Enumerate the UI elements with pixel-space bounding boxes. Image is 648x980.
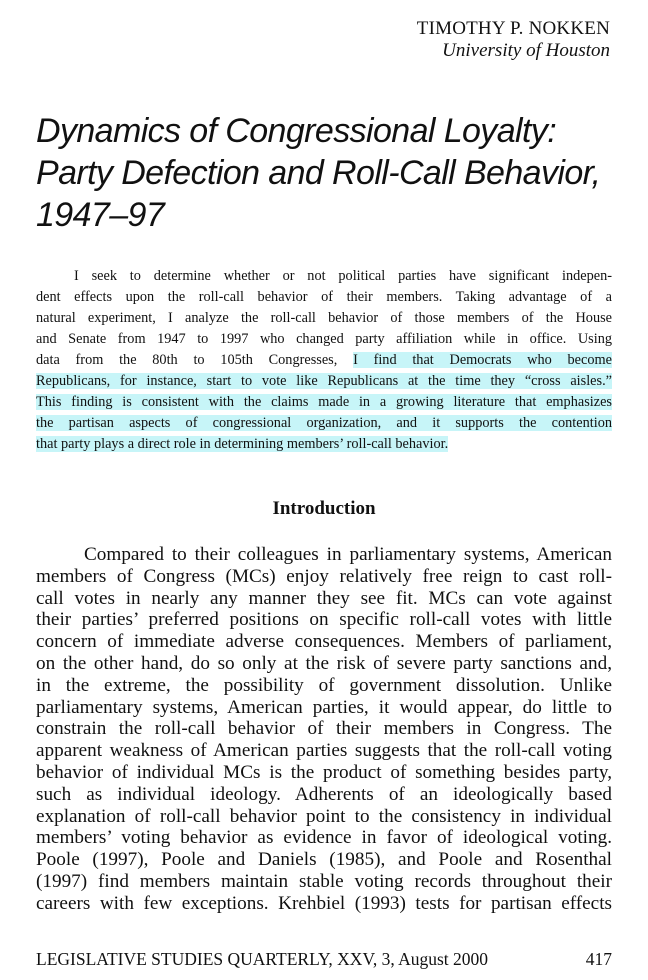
- journal-citation: LEGISLATIVE STUDIES QUARTERLY, XXV, 3, August 2000: [36, 949, 489, 969]
- body-paragraph: [36, 544, 612, 915]
- body-line: concern of immediate adverse consequences. Members of parliament,: [36, 631, 612, 653]
- body-line: Poole (1997), Poole and Daniels (1985), and Poole and Rosenthal: [36, 849, 612, 871]
- abstract-line: [36, 434, 612, 455]
- body-line: apparent weakness of American parties suggests that the roll-call voting: [36, 740, 612, 762]
- abstract-line: dent effects upon the roll-call behavior of their members. Taking advantage of a: [36, 289, 612, 305]
- page-number: 417: [585, 949, 612, 969]
- body-line: in the extreme, the possibility of government dissolution. Unlike: [36, 674, 612, 696]
- highlighted-text: Republicans, for instance, start to vote like Republicans at the time they “cross aisles.”: [36, 373, 612, 389]
- abstract: [36, 266, 612, 455]
- title-line: 1947–97: [36, 196, 165, 234]
- body-line: constrain the roll-call behavior of their members in Congress. The: [36, 718, 612, 740]
- abstract-line: [36, 371, 612, 392]
- body-line: careers with few exceptions. Krehbiel (1993) tests for partisan effects: [36, 892, 612, 914]
- highlighted-text: I find that Democrats who become: [353, 352, 612, 368]
- body-line: behavior of individual MCs is the product of something besides party,: [36, 761, 612, 783]
- body-line: members’ voting behavior as evidence in favor of ideological voting.: [36, 827, 612, 849]
- body-line: Compared to their colleagues in parliamentary systems, American: [84, 544, 612, 565]
- article-title: [36, 110, 626, 236]
- abstract-line: natural experiment, I analyze the roll-call behavior of those members of the House: [36, 310, 612, 326]
- body-line: (1997) find members maintain stable voting records throughout their: [36, 870, 612, 892]
- author-block: [417, 18, 610, 62]
- author-name: TIMOTHY P. NOKKEN: [416, 18, 610, 39]
- body-line: call votes in nearly any manner they see fit. MCs can vote against: [36, 587, 612, 609]
- body-line: members of Congress (MCs) enjoy relatively free reign to cast roll-: [36, 565, 612, 587]
- body-line: their parties’ preferred positions on specific roll-call votes with little: [36, 609, 612, 631]
- highlighted-text: that party plays a direct role in determining members’ roll-call behavior.: [36, 436, 449, 452]
- highlighted-text: This finding is consistent with the claims made in a growing literature that emphasizes: [36, 394, 612, 410]
- abstract-line: data from the 80th to 105th Congresses, I find that Democrats who become: [36, 352, 612, 368]
- abstract-line: I seek to determine whether or not political parties have significant indepen-: [74, 268, 612, 284]
- abstract-line: and Senate from 1947 to 1997 who changed party affiliation while in office. Using: [36, 331, 612, 347]
- body-line: on the other hand, do so only at the risk of severe party sanctions and,: [36, 652, 612, 674]
- section-heading: Introduction: [272, 498, 376, 519]
- body-line: parliamentary systems, American parties, it would appear, do little to: [36, 696, 612, 718]
- abstract-line: [36, 392, 612, 413]
- title-line: Dynamics of Congressional Loyalty:: [36, 112, 557, 150]
- title-line: Party Defection and Roll-Call Behavior,: [36, 154, 601, 192]
- body-line: explanation of roll-call behavior point to the consistency in individual: [36, 805, 612, 827]
- page-footer: [36, 949, 612, 970]
- author-affiliation: University of Houston: [442, 40, 610, 61]
- highlighted-text: the partisan aspects of congressional organization, and it supports the contention: [36, 415, 612, 431]
- abstract-line: [36, 413, 612, 434]
- body-line: such as individual ideology. Adherents of an ideologically based: [36, 783, 612, 805]
